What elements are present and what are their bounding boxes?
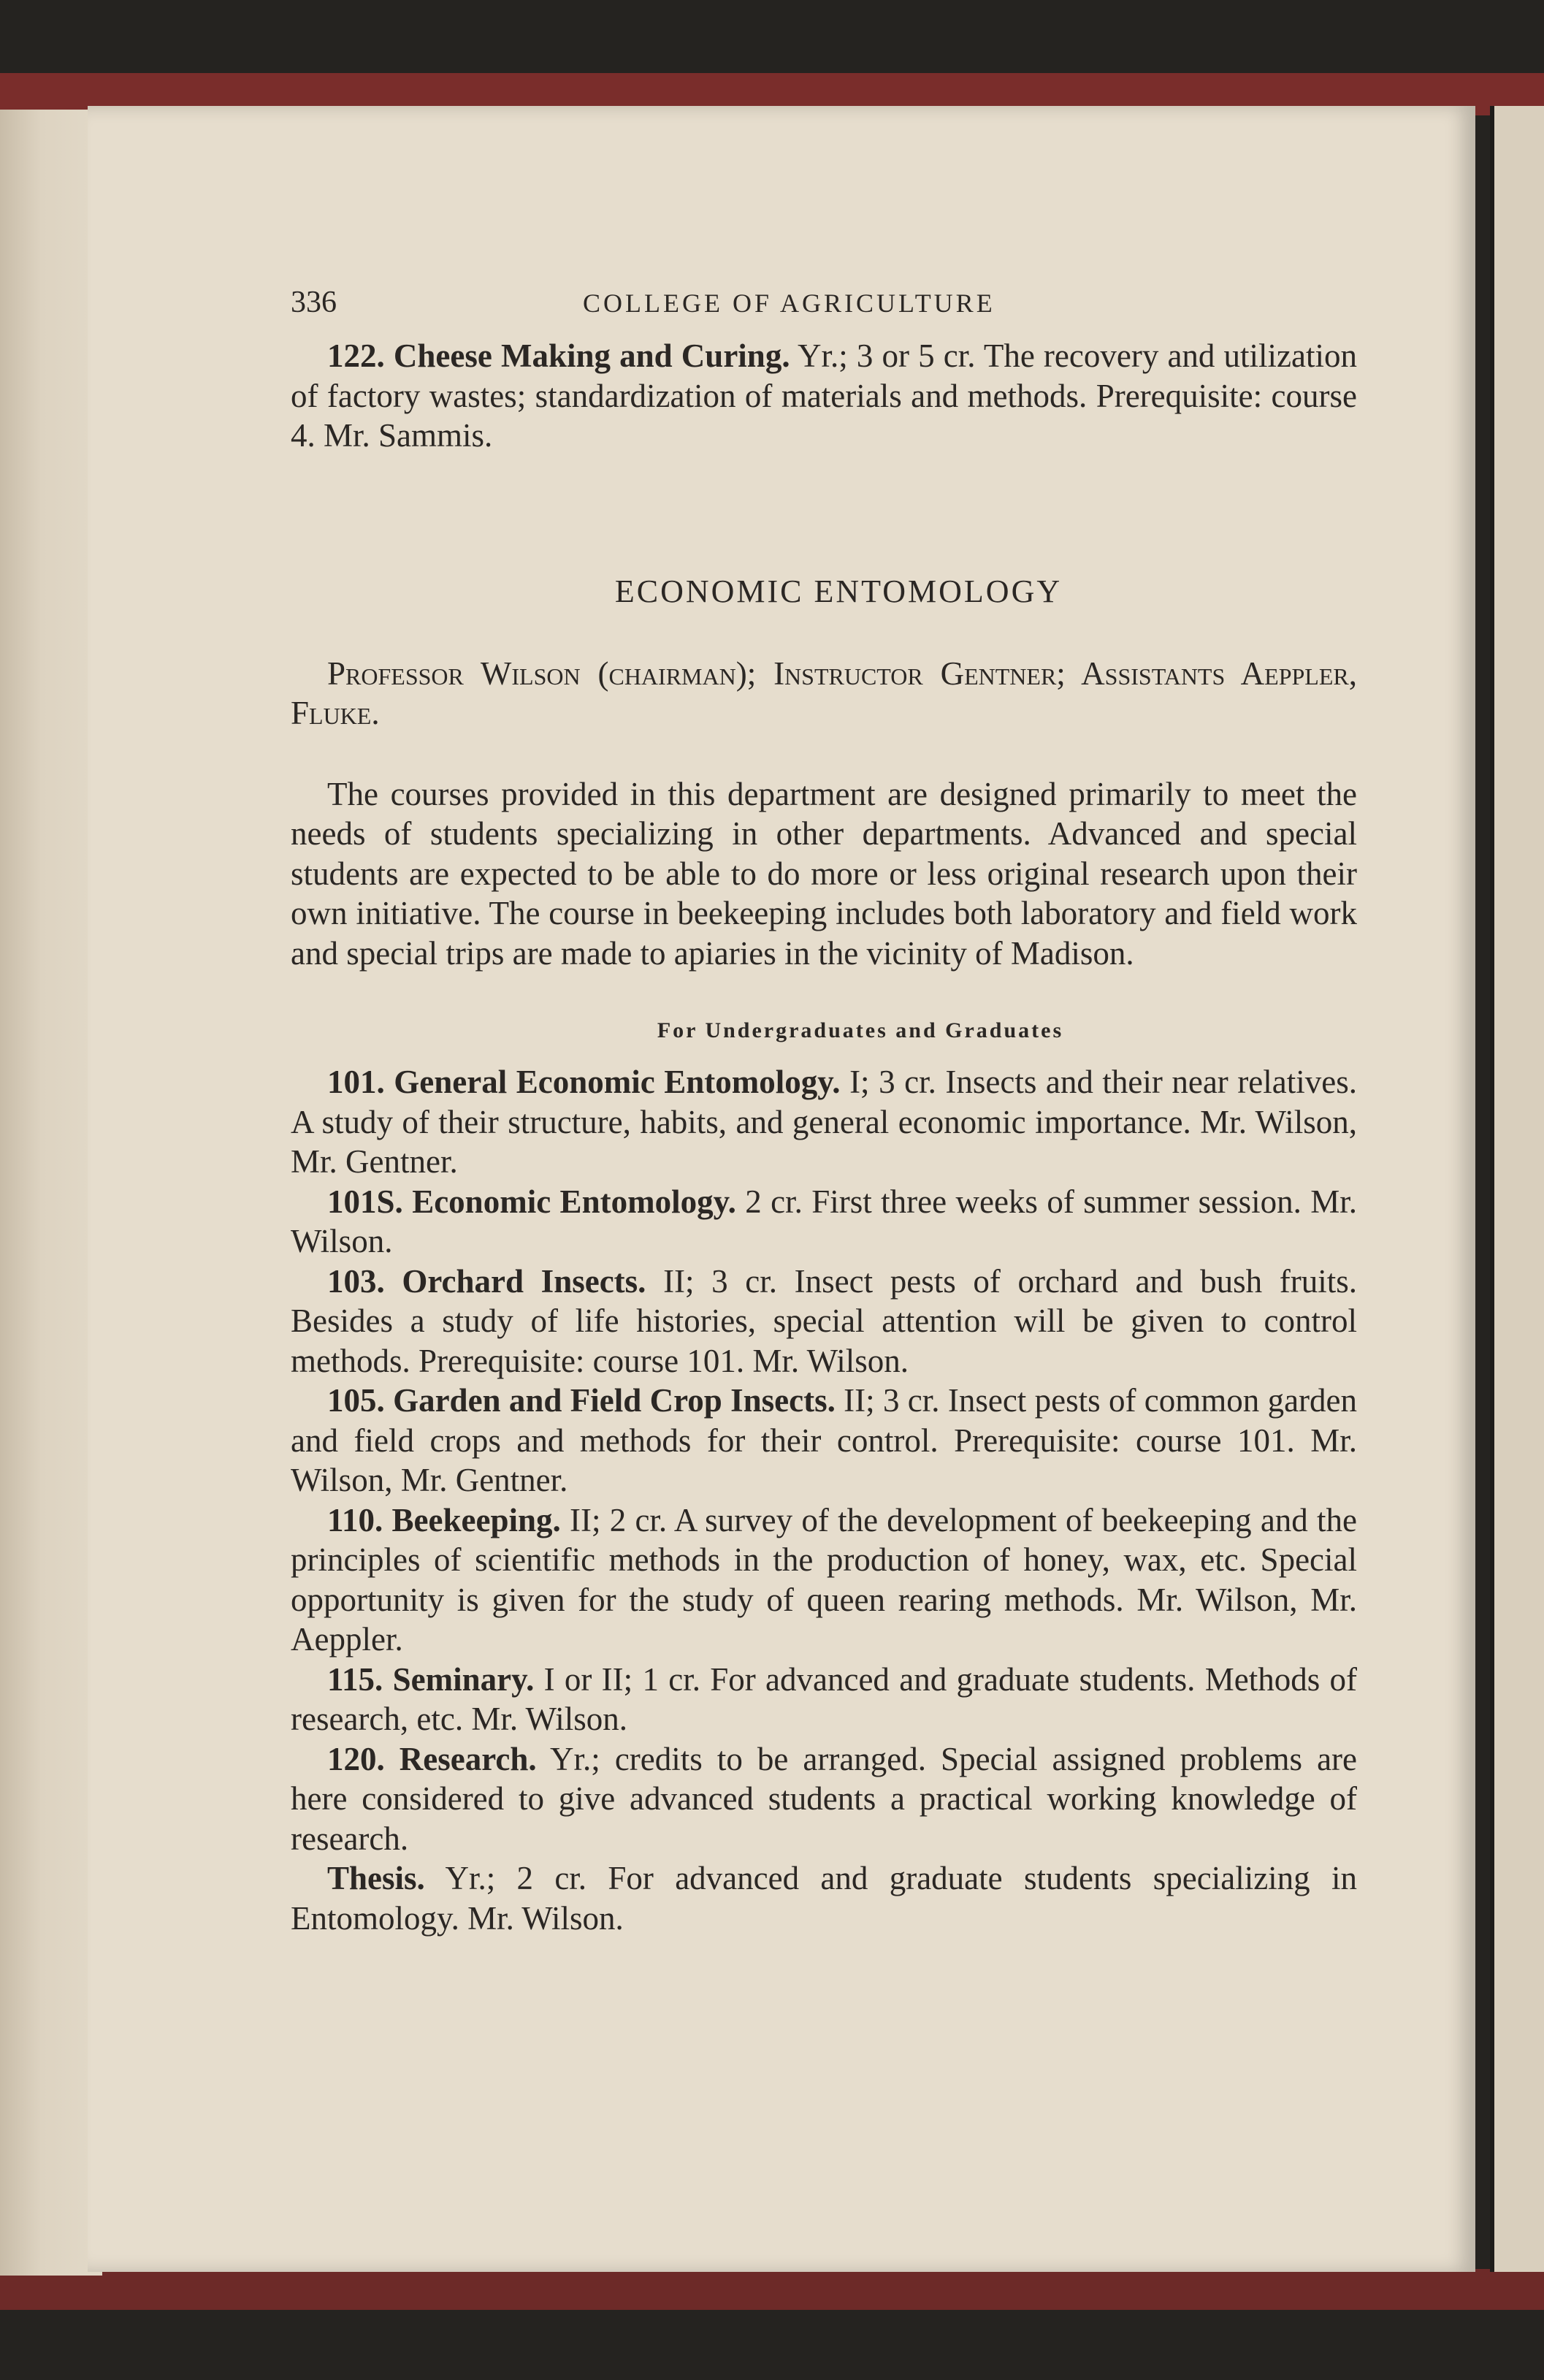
- course-description: I; 3 cr. Insects and their near relatives. A study of their structure, habits, and general economic importance. Mr. Wilson, Mr. Gentner.: [291, 1064, 1357, 1180]
- course-entry: [291, 1182, 1357, 1262]
- course-entry: [291, 1381, 1357, 1500]
- page-block-edge: [0, 110, 102, 2276]
- course-entry: [291, 1660, 1357, 1739]
- course-description: I or II; 1 cr. For advanced and graduate students. Methods of research, etc. Mr. Wilson.: [291, 1660, 1357, 1737]
- course-title: Seminary.: [392, 1660, 535, 1698]
- course-entry: [291, 1262, 1357, 1381]
- facing-page-edge: [1490, 106, 1544, 2272]
- course-title: Economic Entomology.: [412, 1183, 736, 1220]
- page-content: [291, 270, 1357, 1938]
- course-description: Yr.; 2 cr. For advanced and graduate students specializing in Entomology. Mr. Wilson.: [291, 1860, 1357, 1937]
- course-number: 101S.: [327, 1183, 403, 1220]
- page-number: 336: [291, 286, 337, 319]
- running-head: COLLEGE OF AGRICULTURE: [583, 289, 995, 318]
- course-title: Cheese Making and Curing.: [393, 337, 790, 374]
- course-title: Orchard Insects.: [402, 1262, 646, 1300]
- course-entry-122: [291, 336, 1357, 456]
- course-number: 115.: [327, 1660, 383, 1698]
- course-title: Garden and Field Crop Insects.: [393, 1382, 836, 1419]
- course-description: Yr.; credits to be arranged. Special assigned problems are here considered to give advanced students a practical working knowledge of research.: [291, 1740, 1358, 1857]
- course-description: II; 2 cr. A survey of the development of beekeeping and the principles of scientific methods in the production of honey, wax, etc. Special opportunity is given for the study of queen rearing methods. Mr. Wilson, Mr. Aeppler.: [291, 1501, 1357, 1658]
- course-number: 120.: [327, 1740, 385, 1777]
- course-entry: [291, 1858, 1357, 1938]
- book-cover-bottom-edge: [0, 2269, 1544, 2310]
- course-title: Beekeeping.: [391, 1501, 561, 1538]
- course-description: Yr.; 3 or 5 cr. The recovery and utilization of factory wastes; standardization of materials and methods. Prerequisite: course 4. Mr. Sammis.: [291, 337, 1358, 454]
- course-number: 103.: [327, 1262, 385, 1300]
- course-number: 101.: [327, 1064, 385, 1100]
- course-title: Research.: [399, 1740, 537, 1777]
- course-description: II; 3 cr. Insect pests of orchard and bush fruits. Besides a study of life histories, special attention will be given to control methods. Prerequisite: course 101. Mr. Wilson.: [291, 1262, 1357, 1379]
- course-number: 110.: [327, 1501, 383, 1538]
- course-number: 105.: [327, 1382, 385, 1419]
- course-entry: [291, 1500, 1357, 1660]
- course-list: [291, 1062, 1357, 1938]
- course-title: Thesis.: [327, 1860, 425, 1896]
- course-description: II; 3 cr. Insect pests of common garden and field crops and methods for their control. Prerequisite: course 101. Mr. Wilson, Mr. Gentner.: [291, 1382, 1357, 1498]
- course-entry: [291, 1062, 1357, 1182]
- course-entry: [291, 1739, 1357, 1859]
- course-description: 2 cr. First three weeks of summer session. Mr. Wilson.: [291, 1183, 1358, 1259]
- course-number: 122.: [327, 337, 385, 374]
- section-title: ECONOMIC ENTOMOLOGY: [614, 573, 1063, 609]
- subheading: For Undergraduates and Graduates: [657, 1018, 1064, 1042]
- page-header: [291, 270, 1357, 336]
- department-staff: Professor Wilson (chairman); Instructor Gentner; Assistants Aeppler, Fluke.: [291, 655, 1357, 731]
- department-intro: The courses provided in this department are designed primarily to meet the needs of students specializing in other departments. Advanced and special students are expected to be able to do more or less original research upon their own initiative. The course in beekeeping includes both laboratory and field work and special trips are made to apiaries in the vicinity of Madison.: [291, 775, 1357, 972]
- course-title: General Economic Entomology.: [394, 1064, 841, 1100]
